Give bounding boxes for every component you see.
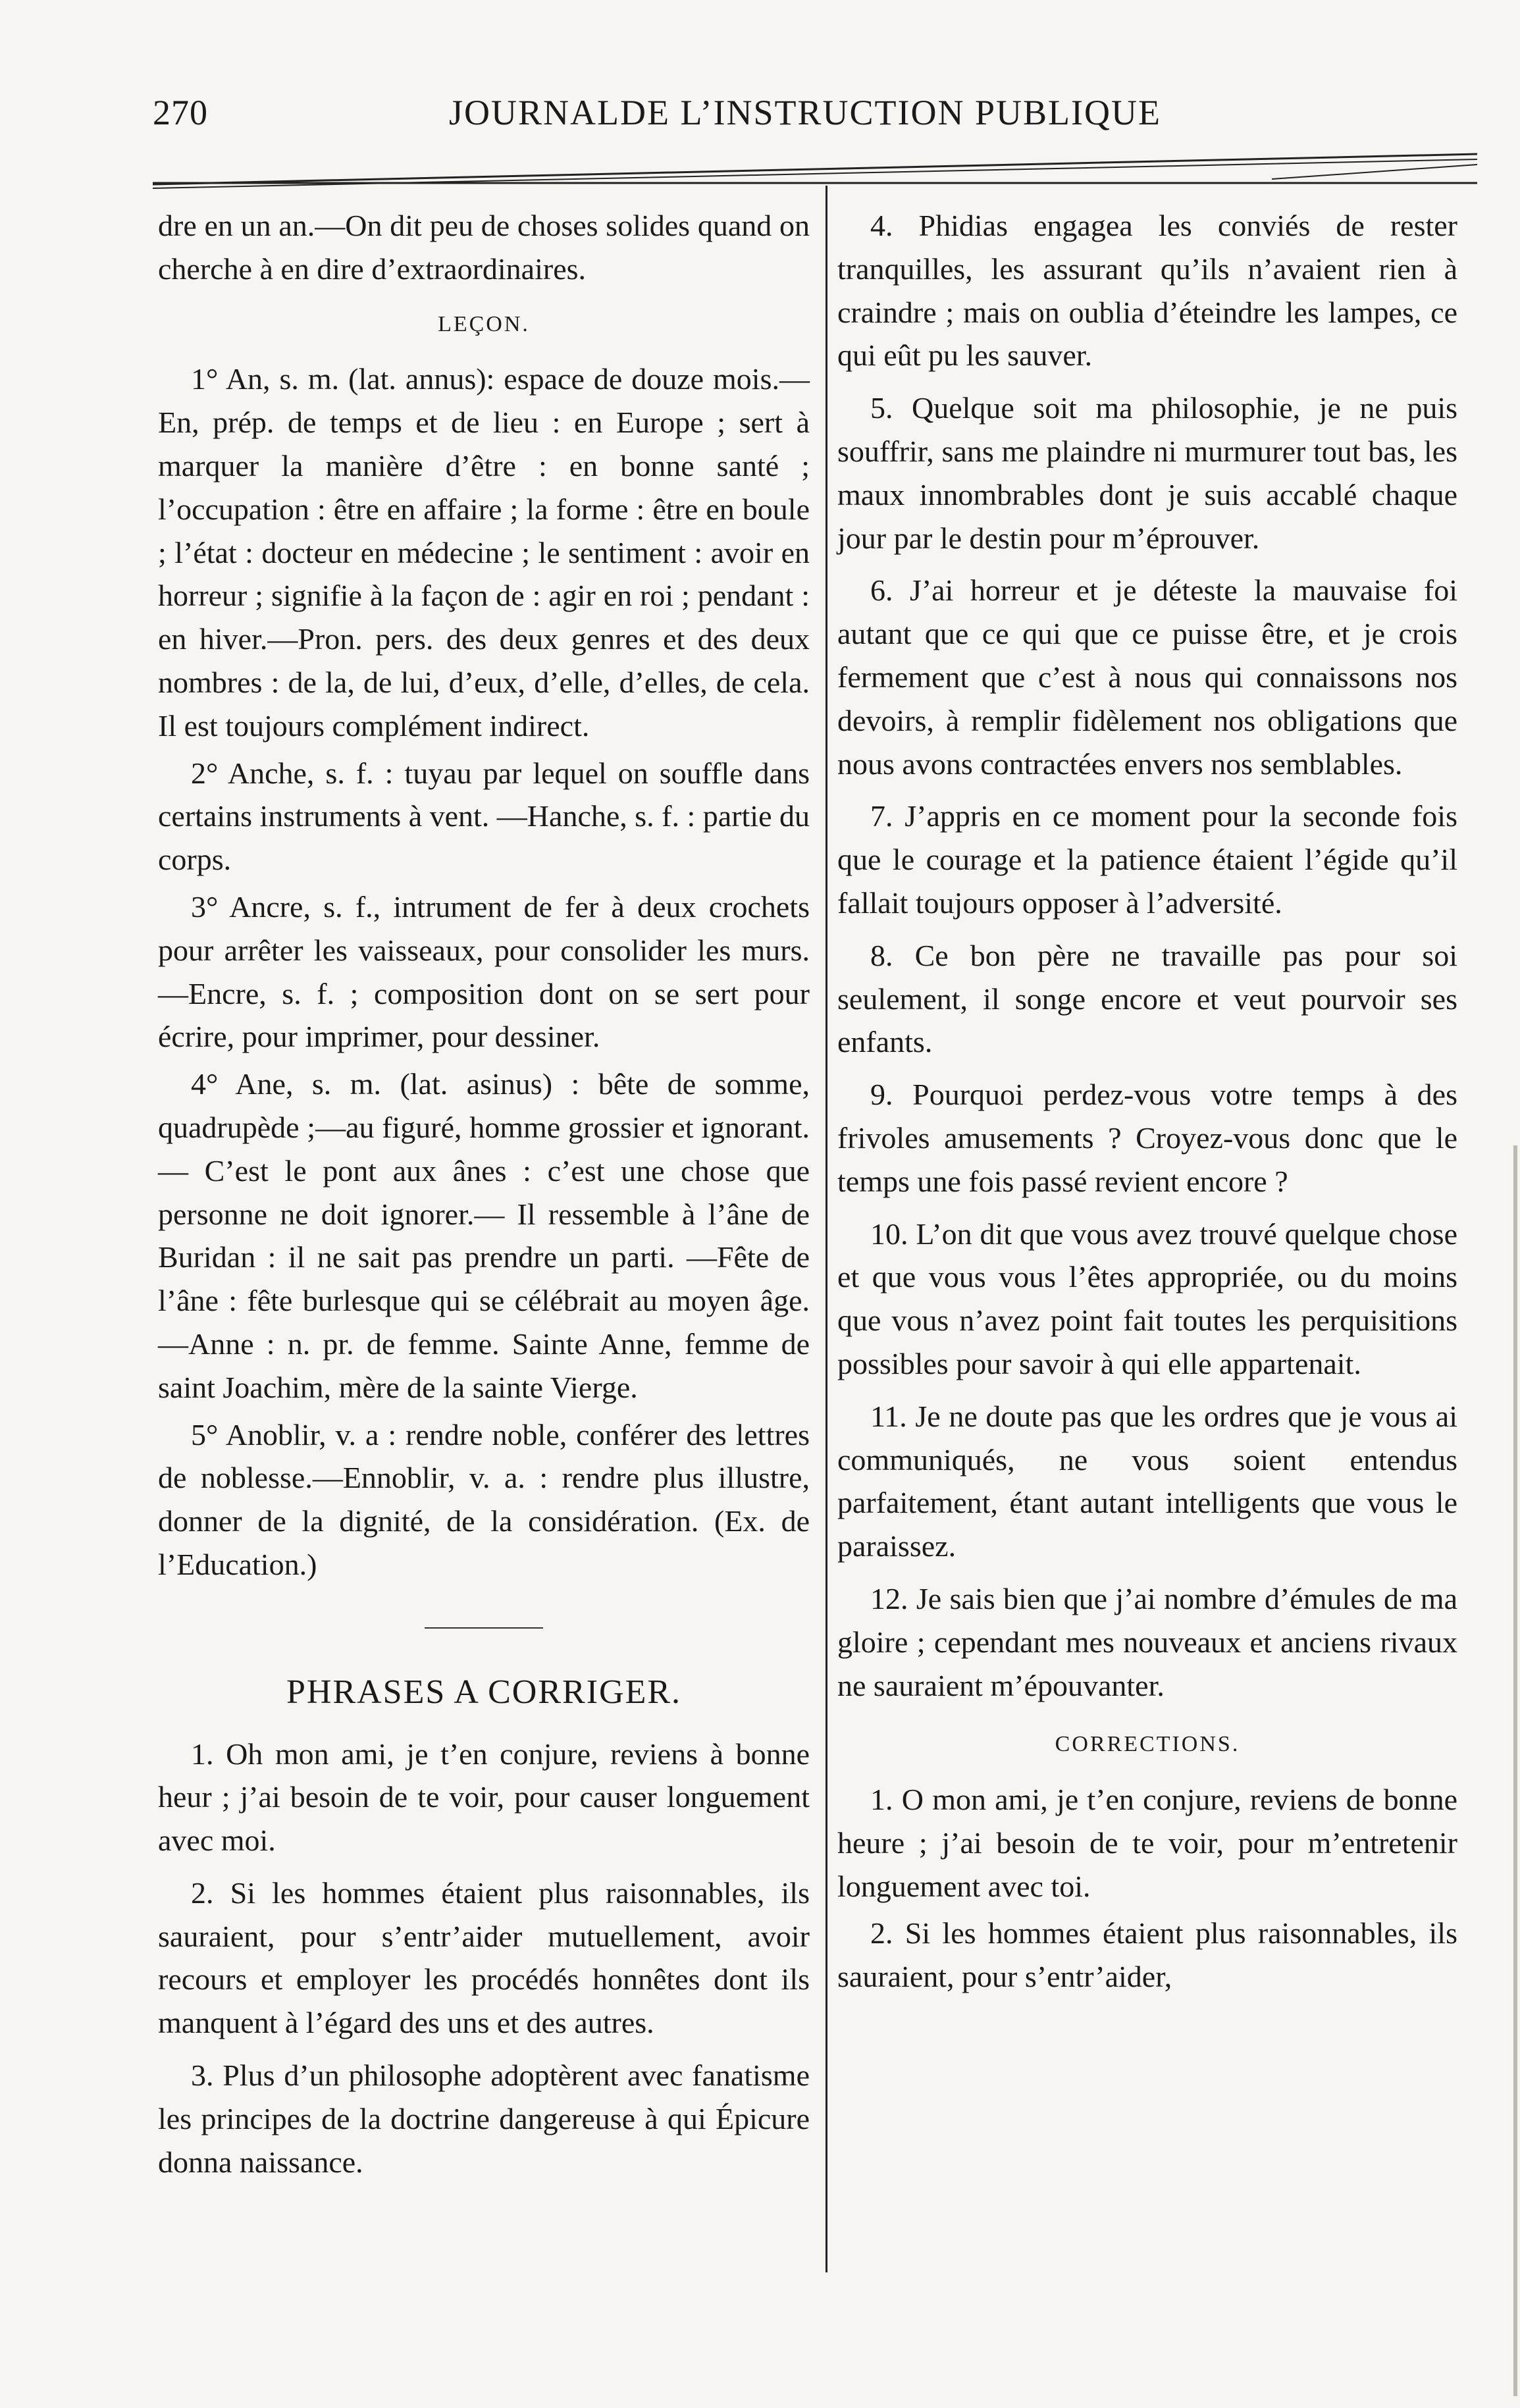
phrase-10: 10. L’on dit que vous avez trouvé quelque chose et que vous vous l’êtes appropriée, ou du moins que vous n’avez point fait toutes les perquisitions possibles pour savoir à qui elle appartenait. <box>837 1217 1457 1380</box>
phrase-2: 2. Si les hommes étaient plus raisonnables, ils sauraient, pour s’entr’aider mutuellement, avoir recours et employer les procédés honnêtes dont ils manquent à l’égard des uns et des autres. <box>158 1875 810 2040</box>
lesson-heading: LEÇON. <box>438 311 530 336</box>
phrases-heading: PHRASES A CORRIGER. <box>286 1673 682 1711</box>
lesson-entry-3: 3° Ancre, s. f., intrument de fer à deux crochets pour arrêter les vaisseaux, pour consolider les murs.—Encre, s. f. ; composition dont on se sert pour écrire, pour imprimer, pour dessiner. <box>158 889 810 1054</box>
phrase-7: 7. J’appris en ce moment pour la seconde fois que le courage et la patience étaient l’égide qu’il fallait toujours opposer à l’adversité. <box>837 799 1457 920</box>
phrase-8: 8. Ce bon père ne travaille pas pour soi seulement, il songe encore et veut pourvoir ses enfants. <box>837 938 1457 1059</box>
right-column <box>837 204 1457 1999</box>
phrase-1: 1. Oh mon ami, je t’en conjure, reviens à bonne heur ; j’ai besoin de te voir, pour causer longuement avec moi. <box>158 1737 810 1858</box>
phrase-6: 6. J’ai horreur et je déteste la mauvaise foi autant que ce qui que ce puisse être, et je crois fermement que c’est à nous qui connaissons nos devoirs, à remplir fidèlement nos obligations que nous avons contractées envers nos semblables. <box>837 573 1457 781</box>
running-title: JOURNALDE L’INSTRUCTION PUBLIQUE <box>449 93 1161 132</box>
phrase-12: 12. Je sais bien que j’ai nombre d’émules de ma gloire ; cependant mes nouveaux et anciens rivaux ne sauraient m’épouvanter. <box>837 1581 1457 1702</box>
phrase-4: 4. Phidias engagea les conviés de rester tranquilles, les assurant qu’ils n’avaient rien à craindre ; mais on oublia d’éteindre les lampes, ce qui eût pu les sauver. <box>837 209 1457 373</box>
lesson-entry-5: 5° Anoblir, v. a : rendre noble, conférer des lettres de noblesse.—Ennoblir, v. a. : rendre plus illustre, donner de la dignité, de la considération. (Ex. de l’Education.) <box>158 1417 810 1581</box>
phrase-5: 5. Quelque soit ma philosophie, je ne puis souffrir, sans me plaindre ni murmurer tout bas, les maux innombrables dont je suis accablé chaque jour par le destin pour m’éprouver. <box>837 391 1457 555</box>
lesson-entry-1: 1° An, s. m. (lat. annus): espace de douze mois.—En, prép. de temps et de lieu : en Europe ; sert à marquer la manière d’être : en bonne santé ; l’occupation : être en affaire ; la forme : être en boule ; l’état : docteur en médecine ; le sentiment : avoir en horreur ; signifie à la façon de : agir en roi ; pendant : en hiver.—Pron. pers. des deux genres et des deux nombres : de la, de lui, d’eux, d’elle, d’elles, de cela. Il est toujours complément indirect. <box>158 362 810 743</box>
lesson-entry-4: 4° Ane, s. m. (lat. asinus) : bête de somme, quadrupède ;—au figuré, homme grossier et ignorant.— C’est le pont aux ânes : c’est une chose que personne ne doit ignorer.— Il ressemble à l’âne de Buridan : il ne sait pas prendre un parti. —Fête de l’âne : fête burlesque qui se célébrait au moyen âge.—Anne : n. pr. de femme. Sainte Anne, femme de saint Joachim, mère de la sainte Vierge. <box>158 1067 810 1404</box>
left-column <box>158 204 810 2184</box>
phrase-3: 3. Plus d’un philosophe adoptèrent avec fanatisme les principes de la doctrine dangereuse à qui Épicure donna naissance. <box>158 2058 810 2179</box>
phrase-9: 9. Pourquoi perdez-vous votre temps à des frivoles amusements ? Croyez-vous donc que le temps une fois passé revient encore ? <box>837 1078 1457 1198</box>
correction-2: 2. Si les hommes étaient plus raisonnables, ils sauraient, pour s’entr’aider, <box>837 1916 1457 1994</box>
page-number: 270 <box>153 93 208 132</box>
column-divider <box>826 186 827 2272</box>
correction-1: 1. O mon ami, je t’en conjure, reviens de bonne heure ; j’ai besoin de te voir, pour m’entretenir longuement avec toi. <box>837 1783 1457 1903</box>
intro-paragraph: dre en un an.—On dit peu de choses solides quand on cherche à en dire d’extraordinaires. <box>158 209 810 286</box>
corrections-heading: CORRECTIONS. <box>1055 1732 1240 1757</box>
page-edge-shadow <box>1513 1145 1517 2396</box>
section-separator <box>425 1627 543 1629</box>
header-rules <box>153 140 1477 192</box>
phrase-11: 11. Je ne doute pas que les ordres que je vous ai communiqués, ne vous soient entendus parfaitement, étant autant intelligents que vous le paraissez. <box>837 1399 1457 1563</box>
lesson-entry-2: 2° Anche, s. f. : tuyau par lequel on souffle dans certains instruments à vent. —Hanche, s. f. : partie du corps. <box>158 756 810 877</box>
